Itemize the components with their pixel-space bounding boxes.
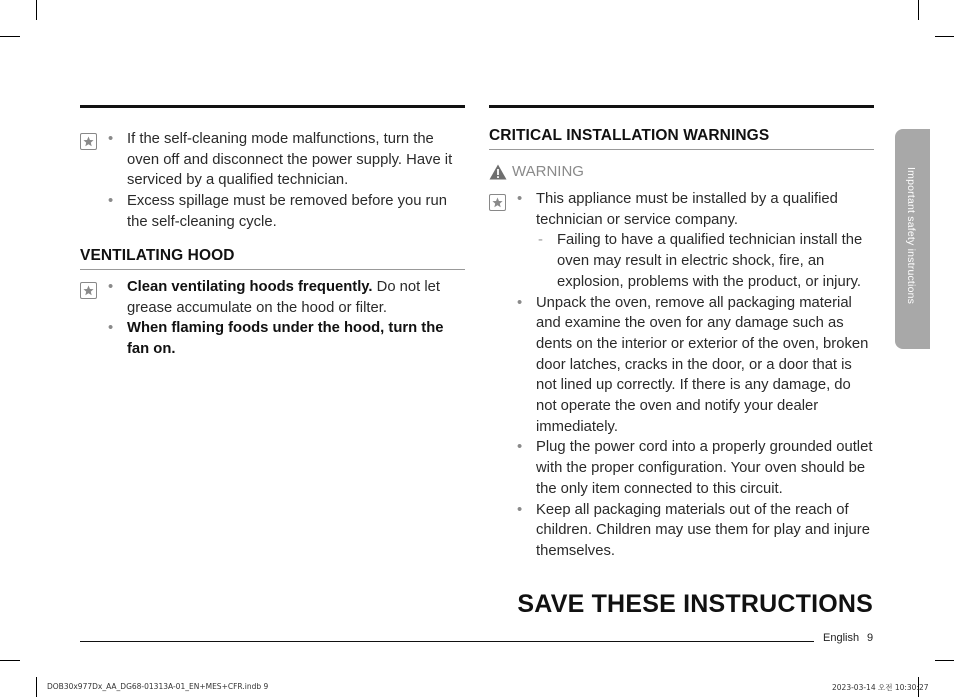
side-tab-label: Important safety instructions: [905, 167, 917, 305]
crop-mark: [0, 660, 20, 661]
list-item: [80, 129, 465, 191]
bullet-icon: •: [517, 501, 523, 518]
bullet-icon: •: [517, 191, 523, 207]
print-file-name: DOB30x977Dx_AA_DG68-01313A-01_EN+MES+CFR.indb 9: [47, 682, 269, 691]
list-item: [80, 318, 465, 359]
bullet-icon: •: [108, 193, 114, 210]
crop-mark: [36, 0, 37, 20]
ventilating-hood-heading: VENTILATING HOOD: [80, 247, 235, 264]
warning-label: [489, 163, 584, 180]
item-bold-text: When flaming foods under the hood, turn the fan on.: [127, 320, 444, 358]
list-item: [489, 293, 874, 438]
list-item: [80, 277, 465, 318]
critical-installation-heading: CRITICAL INSTALLATION WARNINGS: [489, 127, 770, 144]
right-column: [489, 189, 874, 562]
item-text: Excess spillage must be removed before you run the self-cleaning cycle.: [127, 193, 447, 230]
footer-language: English: [823, 632, 860, 644]
critical-installation-rule: [489, 149, 874, 150]
bullet-icon: •: [108, 131, 114, 147]
crop-mark: [935, 660, 954, 661]
bullet-icon: •: [517, 439, 523, 456]
item-text: Plug the power cord into a properly grounded outlet with the proper configuration. Your oven should be the only item connected to this circuit.: [536, 439, 873, 497]
item-text: Do not let grease accumulate on the hood or filter.: [127, 279, 440, 316]
crop-mark: [935, 36, 954, 37]
right-top-rule: [489, 105, 874, 108]
sub-list-item: [489, 230, 874, 292]
list-item: [80, 191, 465, 232]
item-text: Unpack the oven, remove all packaging material and examine the oven for any damage such as dents on the interior or exterior of the oven, broken door latches, cracks in the door, or a door that is not lined up correctly. If there is any damage, do not operate the oven and notify your dealer immediately.: [536, 294, 869, 435]
footer-page-number: 9: [867, 632, 874, 644]
left-top-rule: [80, 105, 465, 108]
item-text: If the self-cleaning mode malfunctions, turn the oven off and disconnect the power supply. Have it serviced by a qualified technician.: [127, 131, 453, 189]
print-timestamp: 2023-03-14 오전 10:30:27: [832, 683, 929, 692]
left-column: [80, 129, 465, 233]
crop-mark: [918, 0, 919, 20]
side-tab: [895, 129, 930, 349]
bullet-icon: •: [108, 320, 114, 337]
item-bold-text: Clean ventilating hoods frequently.: [127, 279, 373, 295]
ventilating-hood-section: [80, 277, 465, 360]
crop-mark: [0, 36, 20, 37]
save-instructions-title: SAVE THESE INSTRUCTIONS: [517, 590, 873, 618]
bullet-icon: •: [517, 294, 523, 311]
list-item: [489, 189, 874, 230]
dash-icon: -: [538, 232, 543, 249]
item-text: This appliance must be installed by a qualified technician or service company.: [536, 191, 838, 228]
warning-triangle-icon: [489, 164, 507, 180]
footer-rule: [80, 641, 814, 642]
bullet-icon: •: [108, 279, 114, 295]
item-text: Keep all packaging materials out of the reach of children. Children may use them for play and injure themselves.: [536, 501, 870, 559]
item-text: Failing to have a qualified technician install the oven may result in electric shock, fire, an explosion, problems with the product, or injury.: [557, 232, 863, 290]
list-item: [489, 437, 874, 499]
ventilating-hood-rule: [80, 269, 465, 270]
warning-text: WARNING: [512, 163, 584, 180]
list-item: [489, 500, 874, 562]
crop-mark: [36, 677, 37, 697]
